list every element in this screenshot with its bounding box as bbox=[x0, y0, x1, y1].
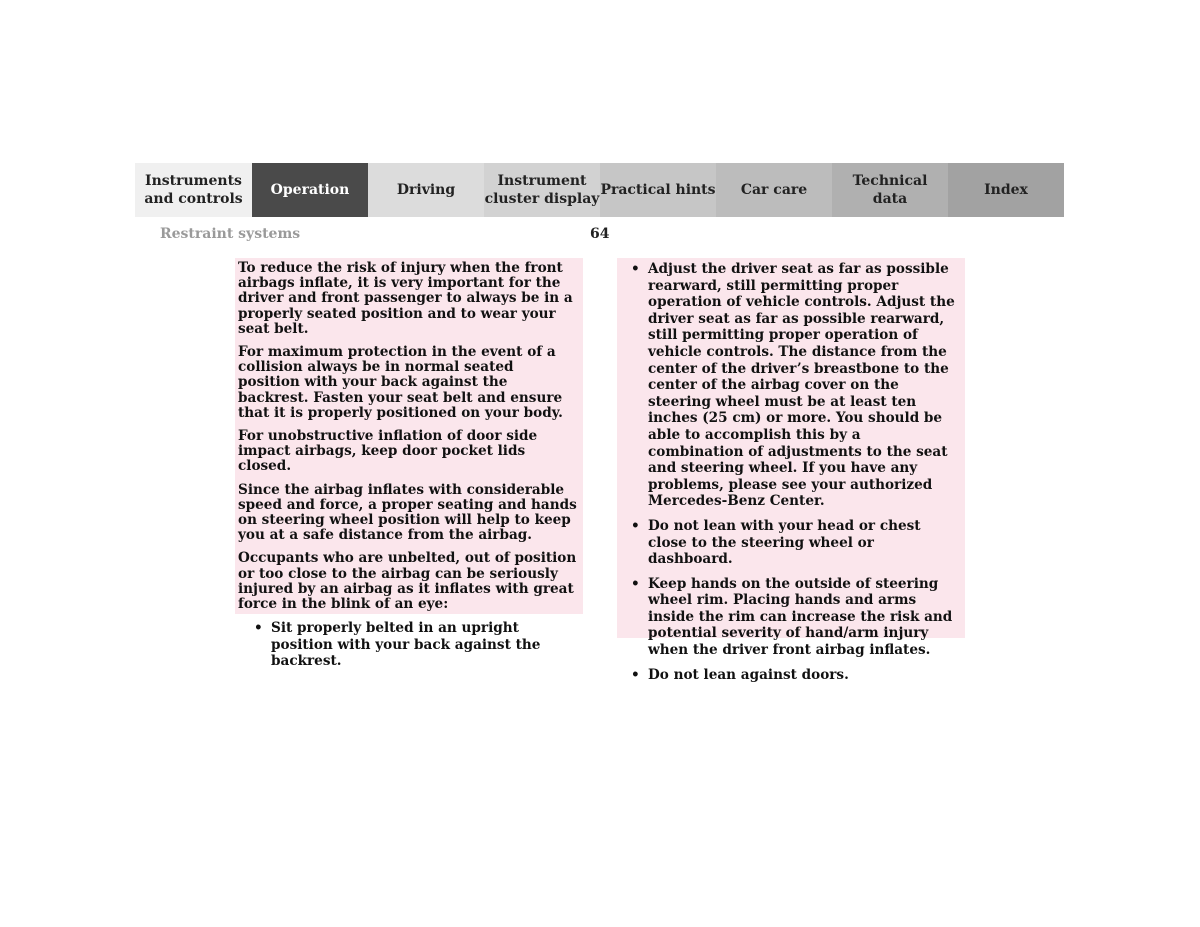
warning-paragraph: Occupants who are unbelted, out of position or too close to the airbag can be seriously injured by an airbag as it inflates with great force in the blink of an eye: bbox=[238, 550, 577, 613]
bullet-item bbox=[627, 667, 959, 684]
warning-paragraph: For maximum protection in the event of a collision always be in normal seated position with your back against the backrest. Fasten your seat belt and ensure that it is properly positioned on your body. bbox=[238, 344, 563, 421]
bullet-item bbox=[627, 576, 959, 659]
tab-car-care[interactable]: Car care bbox=[716, 163, 832, 217]
bullet-text: Adjust the driver seat as far as possible rearward, still permitting proper operation of vehicle controls. Adjust the driver seat as far as possible rearward, still permitting proper operation of vehicle controls. The distance from the center of the driver’s breastbone to the center of the airbag cover on the steering wheel must be at least ten inches (25 cm) or more. You should be able to accomplish this by a combination of adjustments to the seat and steering wheel. If you have any problems, please see your authorized Mercedes-Benz Center. bbox=[648, 261, 955, 510]
bullet-text: Do not lean against doors. bbox=[648, 666, 849, 683]
warning-paragraph: To reduce the risk of injury when the front airbags inflate, it is very important for the driver and front passenger to always be in a properly seated position and to wear your seat belt. bbox=[238, 260, 573, 337]
bullet-item bbox=[250, 620, 577, 670]
tab-index[interactable]: Index bbox=[948, 163, 1064, 217]
tab-driving[interactable]: Driving bbox=[368, 163, 484, 217]
tab-operation[interactable]: Operation bbox=[252, 163, 368, 217]
bullet-text: Sit properly belted in an upright position with your back against the backrest. bbox=[271, 620, 541, 670]
warning-box-left bbox=[235, 258, 583, 670]
tab-instrument-cluster-display[interactable]: Instrument cluster display bbox=[484, 163, 600, 217]
tab-instruments-and-controls[interactable]: Instruments and controls bbox=[135, 163, 252, 217]
bullet-icon: • bbox=[631, 517, 640, 534]
bullet-icon: • bbox=[631, 666, 640, 683]
tab-practical-hints[interactable]: Practical hints bbox=[600, 163, 716, 217]
bullet-item bbox=[627, 261, 959, 510]
tab-technical-data[interactable]: Technical data bbox=[832, 163, 948, 217]
chapter-tabs bbox=[135, 163, 1064, 217]
bullet-text: Do not lean with your head or chest close to the steering wheel or dashboard. bbox=[648, 517, 921, 568]
warning-box-right bbox=[617, 258, 965, 683]
bullet-icon: • bbox=[631, 575, 640, 592]
bullet-icon: • bbox=[631, 261, 640, 277]
bullet-icon: • bbox=[254, 620, 263, 637]
page-number: 64 bbox=[590, 226, 610, 242]
warning-paragraph: For unobstructive inflation of door side impact airbags, keep door pocket lids closed. bbox=[238, 428, 538, 475]
warning-paragraph: Since the airbag inflates with considerable speed and force, a proper seating and hands on steering wheel position will help to keep you at a safe distance from the airbag. bbox=[238, 481, 577, 544]
bullet-item bbox=[627, 518, 959, 568]
section-title: Restraint systems bbox=[160, 226, 301, 242]
bullet-text: Keep hands on the outside of steering wheel rim. Placing hands and arms inside the rim can increase the risk and potential severity of hand/arm injury when the driver front airbag inflates. bbox=[648, 575, 953, 659]
